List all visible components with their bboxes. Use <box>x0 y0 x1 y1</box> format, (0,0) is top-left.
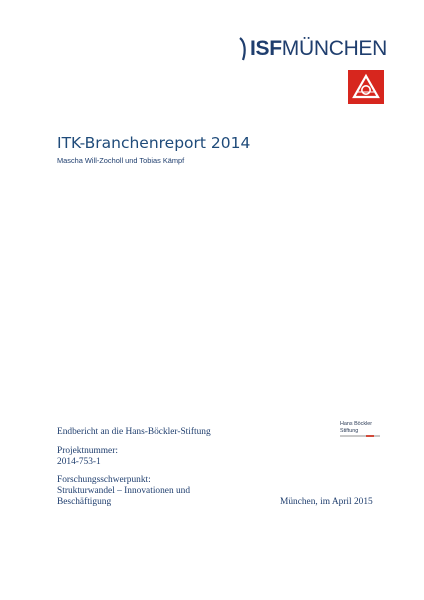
hbs-logo-bar <box>340 435 380 437</box>
report-line: Endbericht an die Hans-Böckler-Stiftung <box>57 427 211 437</box>
research-focus-line1: Strukturwandel – Innovationen und <box>57 486 191 496</box>
project-number-value: 2014-753-1 <box>57 457 101 467</box>
research-focus-label: Forschungsschwerpunkt: <box>57 475 151 485</box>
place-date: München, im April 2015 <box>280 497 373 507</box>
project-number-label: Projektnummer: <box>57 446 118 456</box>
hbs-logo-line2: Stiftung <box>340 427 359 434</box>
hbs-logo-line1: Hans Böckler <box>340 421 373 427</box>
research-focus-line2: Beschäftigung <box>57 497 112 507</box>
hbs-logo-accent <box>366 435 374 437</box>
isf-muenchen-logo <box>238 34 388 64</box>
document-title: ITK-Branchenreport 2014 <box>57 134 251 152</box>
hans-boeckler-logo <box>340 421 384 441</box>
ig-metall-logo <box>348 70 384 104</box>
document-authors: Mascha Will-Zocholl und Tobias Kämpf <box>57 156 185 165</box>
isf-swoosh-icon <box>238 37 248 61</box>
isf-wordmark: ISFMÜNCHEN <box>250 37 388 60</box>
